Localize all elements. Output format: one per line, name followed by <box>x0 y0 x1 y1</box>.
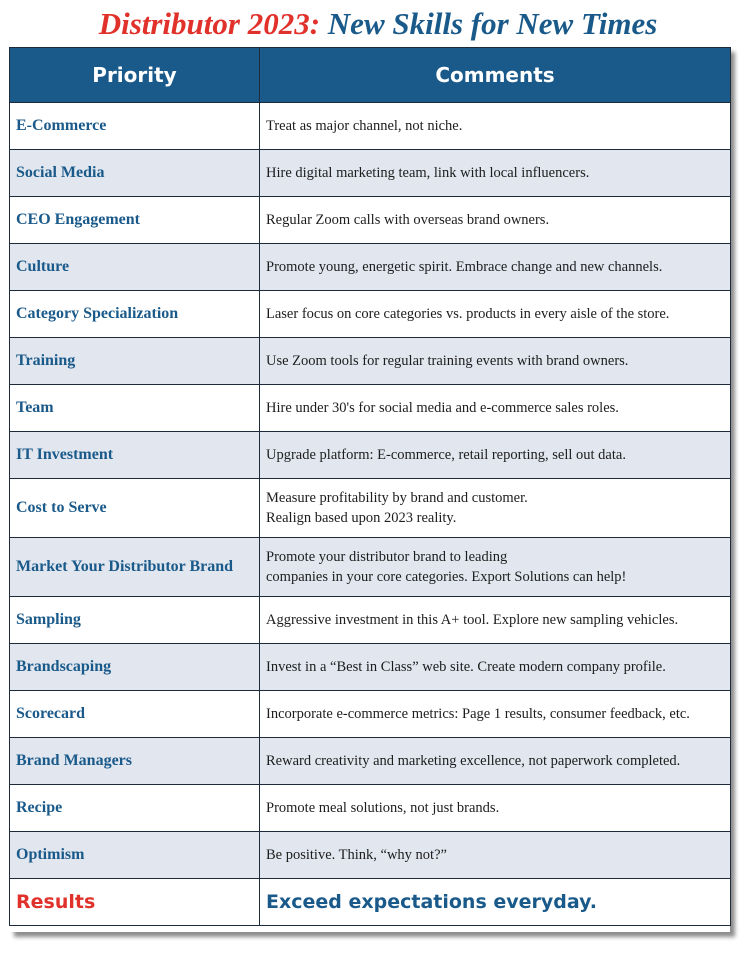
results-label: Results <box>10 879 260 926</box>
priorities-table <box>9 47 731 926</box>
comment-cell <box>260 785 731 832</box>
priority-cell: Brand Managers <box>10 738 260 785</box>
table-row <box>10 338 731 385</box>
results-comment: Exceed expectations everyday. <box>260 879 731 926</box>
table-row <box>10 538 731 597</box>
comment-line: Measure profitability by brand and customer. <box>266 490 528 506</box>
header-comments: Comments <box>260 48 731 103</box>
table-row <box>10 644 731 691</box>
comment-line: Incorporate e-commerce metrics: Page 1 results, consumer feedback, etc. <box>266 706 690 722</box>
comment-line: Treat as major channel, not niche. <box>266 118 463 134</box>
comment-cell <box>260 197 731 244</box>
comment-line: Reward creativity and marketing excellence, not paperwork completed. <box>266 753 681 769</box>
comment-cell <box>260 244 731 291</box>
priority-cell: Scorecard <box>10 691 260 738</box>
title-subtitle: New Skills for New Times <box>327 6 658 41</box>
priority-cell: Category Specialization <box>10 291 260 338</box>
priority-cell: Training <box>10 338 260 385</box>
comment-cell <box>260 432 731 479</box>
comment-line: Promote meal solutions, not just brands. <box>266 800 500 816</box>
comment-cell <box>260 832 731 879</box>
priority-cell: Recipe <box>10 785 260 832</box>
comment-line: Promote your distributor brand to leading <box>266 549 508 565</box>
comment-cell <box>260 338 731 385</box>
comment-cell <box>260 103 731 150</box>
table-row <box>10 291 731 338</box>
priority-cell: Social Media <box>10 150 260 197</box>
priority-cell: CEO Engagement <box>10 197 260 244</box>
table-row <box>10 432 731 479</box>
comment-line: Be positive. Think, “why not?” <box>266 847 447 863</box>
comment-line: companies in your core categories. Export Solutions can help! <box>266 569 627 585</box>
table-row <box>10 597 731 644</box>
priority-cell: Sampling <box>10 597 260 644</box>
comment-line: Upgrade platform: E-commerce, retail reporting, sell out data. <box>266 447 626 463</box>
comment-line: Hire under 30's for social media and e-commerce sales roles. <box>266 400 619 416</box>
comment-cell <box>260 479 731 538</box>
comment-line: Promote young, energetic spirit. Embrace change and new channels. <box>266 259 663 275</box>
table-row <box>10 832 731 879</box>
priority-cell: Brandscaping <box>10 644 260 691</box>
table-body <box>10 103 731 926</box>
results-row <box>10 879 731 926</box>
table-row <box>10 691 731 738</box>
comment-cell <box>260 385 731 432</box>
comment-cell <box>260 291 731 338</box>
priority-cell: Team <box>10 385 260 432</box>
comment-cell <box>260 538 731 597</box>
page-title <box>0 4 756 44</box>
table-row <box>10 738 731 785</box>
priorities-table-container <box>9 47 730 932</box>
comment-line: Regular Zoom calls with overseas brand owners. <box>266 212 550 228</box>
comment-line: Laser focus on core categories vs. products in every aisle of the store. <box>266 306 670 322</box>
table-row <box>10 385 731 432</box>
table-row <box>10 479 731 538</box>
comment-cell <box>260 738 731 785</box>
priority-cell: Culture <box>10 244 260 291</box>
comment-line: Invest in a “Best in Class” web site. Create modern company profile. <box>266 659 666 675</box>
comment-line: Aggressive investment in this A+ tool. Explore new sampling vehicles. <box>266 612 679 628</box>
comment-line: Hire digital marketing team, link with local influencers. <box>266 165 590 181</box>
table-row <box>10 244 731 291</box>
table-row <box>10 103 731 150</box>
priority-cell: IT Investment <box>10 432 260 479</box>
priority-cell: E-Commerce <box>10 103 260 150</box>
header-priority: Priority <box>10 48 260 103</box>
table-header-row <box>10 48 731 103</box>
title-year: Distributor 2023: <box>98 6 321 41</box>
comment-cell <box>260 597 731 644</box>
comment-cell <box>260 150 731 197</box>
table-row <box>10 150 731 197</box>
table-row <box>10 785 731 832</box>
comment-cell <box>260 644 731 691</box>
priority-cell: Cost to Serve <box>10 479 260 538</box>
priority-cell: Market Your Distributor Brand <box>10 538 260 597</box>
table-row <box>10 197 731 244</box>
comment-line: Realign based upon 2023 reality. <box>266 510 457 526</box>
comment-line: Use Zoom tools for regular training events with brand owners. <box>266 353 629 369</box>
comment-cell <box>260 691 731 738</box>
priority-cell: Optimism <box>10 832 260 879</box>
